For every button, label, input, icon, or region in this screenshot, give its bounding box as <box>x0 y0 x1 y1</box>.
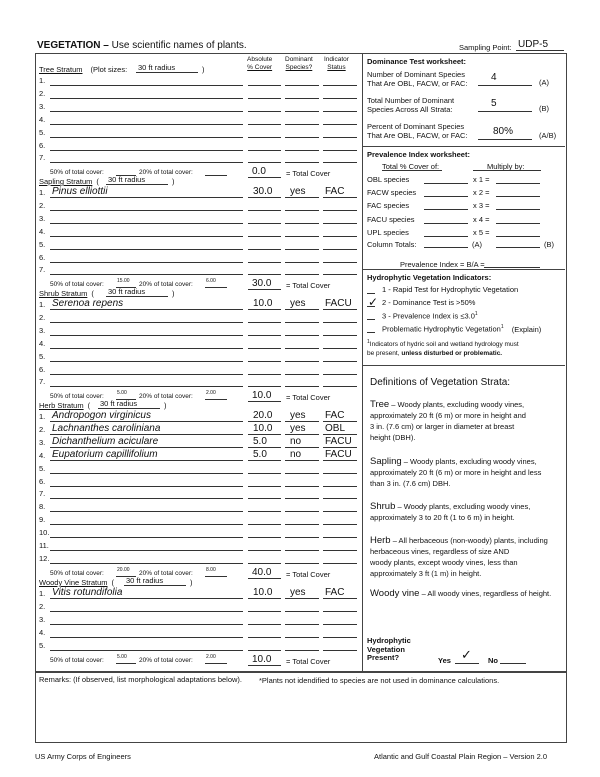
col-absolute-line2: % Cover <box>247 64 273 71</box>
col-dominant-line2: Species? <box>285 64 313 71</box>
hydrophytic-present-label <box>367 637 411 663</box>
def-tree-line1: approximately 20 ft (6 m) or more in height and <box>370 411 526 420</box>
row-number: 2. <box>39 200 46 210</box>
dominance-ab-line2: That Are OBL, FACW, or FAC: <box>367 131 468 140</box>
def-herb-line3: approximately 3 ft (1 m) in height. <box>370 569 482 578</box>
herb-indicator-1[interactable]: FAC <box>325 410 345 421</box>
herb-total-label: = Total Cover <box>286 569 331 579</box>
footnote-sup: 1 <box>367 339 370 345</box>
form-title-bold: VEGETATION – <box>37 40 109 51</box>
woody-vine-stratum-heading <box>39 578 114 587</box>
row-number: 4. <box>39 226 46 236</box>
def-shrub <box>370 501 530 523</box>
shrub-indicator-1[interactable]: FACU <box>325 298 352 309</box>
indicators-title: Hydrophytic Vegetation Indicators: <box>367 273 492 282</box>
footnote-line1: Indicators of hydric soil and wetland hydrology must <box>369 341 519 349</box>
def-herb-line1: herbaceous vines, regardless of size AND <box>370 547 510 556</box>
def-tree <box>370 399 526 443</box>
herb-dominant-1[interactable]: yes <box>290 410 306 421</box>
herb-species-4[interactable]: Eupatorium capillifolium <box>52 448 158 460</box>
sapling-pct50-label: 50% of total cover: <box>50 281 104 289</box>
dominance-b-label <box>367 96 454 114</box>
prevalence-row-label: UPL species <box>367 227 409 237</box>
herb-cover-4[interactable]: 5.0 <box>253 448 267 460</box>
row-number: 4. <box>39 450 46 460</box>
indicator-item-1: 1 - Rapid Test for Hydrophytic Vegetation <box>382 285 519 294</box>
remarks-label: Remarks: (If observed, list morphological adaptations below). <box>39 675 243 684</box>
row-number: 3. <box>39 437 46 447</box>
row-number: 6. <box>39 476 46 486</box>
sapling-close-paren: ) <box>172 177 175 186</box>
shrub-stratum-label: Shrub Stratum <box>39 289 88 298</box>
sapling-species-1[interactable]: Pinus elliottii <box>52 186 108 197</box>
def-tree-line0: – Woody plants, excluding woody vines, <box>391 400 525 409</box>
woody-vine-pct20-value[interactable]: 2.00 <box>206 653 216 660</box>
def-tree-term: Tree <box>370 399 390 410</box>
indicator-item-2: 2 - Dominance Test is >50% <box>382 298 476 307</box>
row-number: 6. <box>39 252 46 262</box>
row-number: 5. <box>39 351 46 361</box>
sapling-total-label: = Total Cover <box>286 281 331 291</box>
shrub-total-label: = Total Cover <box>286 393 331 403</box>
row-number: 7. <box>39 377 46 387</box>
indicator-item-4-explain: (Explain) <box>511 324 542 334</box>
dominance-b-value[interactable]: 5 <box>491 98 497 109</box>
row-number: 1. <box>39 300 46 309</box>
def-vine-line0: – All woody vines, regardless of height. <box>421 589 552 598</box>
dominance-ab-label <box>367 122 467 140</box>
herb-species-3[interactable]: Dichanthelium aciculare <box>52 435 159 447</box>
indicator-item-4-text: Problematic Hydrophytic Vegetation <box>382 324 501 334</box>
woody-vine-species-1[interactable]: Vitis rotundifolia <box>52 587 123 598</box>
prevalence-row-label: FAC species <box>367 201 410 211</box>
indicator-item-3-sup: 1 <box>474 311 478 317</box>
sapling-open-paren: ( <box>96 177 99 186</box>
row-number: 8. <box>39 502 46 512</box>
tree-close-paren: ) <box>202 65 205 74</box>
woody-vine-stratum-label: Woody Vine Stratum <box>39 578 108 587</box>
shrub-stratum-heading <box>39 289 94 298</box>
prevalence-row-mult: x 2 = <box>473 188 490 198</box>
row-number: 1. <box>39 589 46 598</box>
row-number: 2. <box>39 601 46 611</box>
row-number: 4. <box>39 338 46 348</box>
prevalence-row-label: FACW species <box>367 188 417 198</box>
herb-cover-1[interactable]: 20.0 <box>253 410 273 421</box>
dominance-b-tag: (B) <box>539 104 549 113</box>
col-absolute-line1: Absolute <box>247 56 273 63</box>
herb-stratum-heading <box>39 401 90 410</box>
herb-pct20-label: 20% of total cover: <box>139 569 193 577</box>
row-number: 2. <box>39 88 46 98</box>
prevalence-a-tag: (A) <box>472 240 482 249</box>
herb-indicator-3[interactable]: FACU <box>325 435 352 447</box>
dominance-a-line1: Number of Dominant Species <box>367 70 465 79</box>
col-absolute-cover <box>247 56 272 72</box>
col-indicator-status <box>324 56 349 72</box>
herb-pct50-label: 50% of total cover: <box>50 569 104 577</box>
row-number: 7. <box>39 153 46 163</box>
prevalence-row-label: OBL species <box>367 175 410 184</box>
prevalence-row-mult: x 5 = <box>473 227 490 237</box>
row-number: 6. <box>39 364 46 374</box>
dominance-a-tag: (A) <box>539 78 549 87</box>
def-shrub-line1: approximately 3 to 20 ft (1 to 6 m) in height. <box>370 513 515 522</box>
def-tree-line3: height (DBH). <box>370 433 416 442</box>
sampling-point-value[interactable]: UDP-5 <box>518 39 549 50</box>
tree-plot-size[interactable]: 30 ft radius <box>138 63 176 72</box>
row-number: 12. <box>39 553 50 563</box>
row-number: 5. <box>39 463 46 473</box>
prevalence-index-label: Prevalence Index = B/A = <box>400 260 485 269</box>
row-number: 3. <box>39 325 46 335</box>
shrub-total-cover[interactable]: 10.0 <box>252 390 272 402</box>
dominance-a-line2: That Are OBL, FACW, or FAC: <box>367 79 468 88</box>
row-number: 7. <box>39 265 46 275</box>
herb-close-paren: ) <box>164 401 167 410</box>
def-shrub-line0: – Woody plants, excluding woody vines, <box>397 502 531 511</box>
col-indicator-line2: Status <box>327 64 346 71</box>
shrub-close-paren: ) <box>172 289 175 298</box>
herb-indicator-2[interactable]: OBL <box>325 422 346 434</box>
footer-left: US Army Corps of Engineers <box>35 752 131 761</box>
tree-total-cover[interactable]: 0.0 <box>252 166 266 178</box>
def-shrub-term: Shrub <box>370 501 396 512</box>
herb-dominant-3[interactable]: no <box>290 435 302 447</box>
row-number: 4. <box>39 114 46 124</box>
herb-open-paren: ( <box>87 401 91 410</box>
indicator-item-4-sup: 1 <box>500 324 504 330</box>
tree-plot-label: (Plot sizes: <box>90 65 128 74</box>
col-dominant-species <box>285 56 313 72</box>
shrub-pct20-label: 20% of total cover: <box>139 393 193 401</box>
def-sapling-term: Sapling <box>370 456 402 467</box>
dominance-a-value[interactable]: 4 <box>491 72 497 83</box>
indicator-item-4 <box>382 324 541 334</box>
woody-vine-dominant-1[interactable]: yes <box>290 587 306 598</box>
def-sapling-line2: than 3 in. (7.6 cm) DBH. <box>370 479 451 488</box>
dominance-ab-tag: (A/B) <box>539 131 557 140</box>
sapling-indicator-1[interactable]: FAC <box>325 186 345 197</box>
dominance-ab-line1: Percent of Dominant Species <box>367 122 465 131</box>
sapling-cover-1[interactable]: 30.0 <box>253 186 273 197</box>
footnote-line2a: be present, <box>367 350 400 358</box>
def-sapling-line1: approximately 20 ft (6 m) or more in height and less <box>370 468 542 477</box>
tree-stratum-label: Tree Stratum <box>39 65 83 74</box>
row-number: 3. <box>39 213 46 223</box>
prevalence-row-label: FACU species <box>367 214 415 224</box>
woody-vine-open-paren: ( <box>111 578 115 587</box>
woody-vine-pct20-label: 20% of total cover: <box>139 656 193 664</box>
def-vine-term: Woody vine <box>370 588 420 599</box>
shrub-open-paren: ( <box>91 289 94 298</box>
woody-vine-plot-size[interactable]: 30 ft radius <box>126 576 164 585</box>
herb-stratum-label: Herb Stratum <box>39 401 84 410</box>
row-number: 7. <box>39 489 46 499</box>
herb-pct50-value[interactable]: 20.00 <box>117 566 130 573</box>
row-number: 2. <box>39 424 46 434</box>
prevalence-totals-label: Column Totals: <box>367 240 417 249</box>
indicator-item-2-check[interactable]: ✓ <box>368 295 379 309</box>
woody-vine-close-paren: ) <box>190 578 193 587</box>
herb-cover-2[interactable]: 10.0 <box>253 422 273 434</box>
woody-vine-total-label: = Total Cover <box>286 656 331 666</box>
row-number: 5. <box>39 127 46 137</box>
tree-stratum-heading <box>39 65 127 74</box>
def-herb-line0: – All herbaceous (non-woody) plants, including <box>392 536 548 545</box>
form-title <box>37 40 247 51</box>
tree-pct50-label: 50% of total cover: <box>50 169 104 177</box>
row-number: 3. <box>39 614 46 624</box>
indicators-footnote <box>367 338 519 358</box>
dominance-b-line1: Total Number of Dominant <box>367 96 455 105</box>
herb-pct20-value[interactable]: 8.00 <box>206 566 216 573</box>
definitions-title: Definitions of Vegetation Strata: <box>370 377 511 388</box>
woody-vine-total-cover[interactable]: 10.0 <box>252 653 272 665</box>
shrub-pct20-value[interactable]: 2.00 <box>206 390 216 397</box>
row-number: 6. <box>39 140 46 150</box>
def-herb-line2: woody plants, except woody vines, less than <box>370 558 518 567</box>
shrub-pct50-value[interactable]: 5.00 <box>117 390 127 397</box>
shrub-dominant-1[interactable]: yes <box>290 298 306 309</box>
dominance-title: Dominance Test worksheet: <box>367 57 467 66</box>
tree-pct20-label: 20% of total cover: <box>139 169 193 177</box>
row-number: 2. <box>39 312 46 322</box>
indicator-item-3 <box>382 311 478 321</box>
def-woody-vine <box>370 588 551 599</box>
sapling-plot-size[interactable]: 30 ft radius <box>108 175 146 184</box>
tree-total-label: = Total Cover <box>286 169 331 179</box>
row-number: 1. <box>39 188 46 197</box>
row-number: 1. <box>39 76 46 85</box>
sapling-pct20-label: 20% of total cover: <box>139 281 193 289</box>
row-number: 1. <box>39 412 46 421</box>
sapling-pct50-value[interactable]: 15.00 <box>117 278 130 285</box>
sapling-pct20-value[interactable]: 6.00 <box>206 278 216 285</box>
prevalence-row-mult: x 1 = <box>473 175 490 184</box>
sapling-stratum-label: Sapling Stratum <box>39 177 93 186</box>
prevalence-col1: Total % Cover of: <box>382 162 440 171</box>
hydro-present-line2: Vegetation <box>367 644 405 654</box>
shrub-cover-1[interactable]: 10.0 <box>253 298 273 309</box>
def-tree-line2: 3 in. (7.6 cm) or larger in diameter at breast <box>370 422 515 431</box>
herb-species-1[interactable]: Andropogon virginicus <box>52 410 151 421</box>
dominance-b-line2: Species Across All Strata: <box>367 105 453 114</box>
dominance-a-label <box>367 70 467 88</box>
herb-dominant-4[interactable]: no <box>290 448 302 460</box>
prevalence-b-tag: (B) <box>544 240 554 249</box>
prevalence-row-mult: x 3 = <box>473 201 490 211</box>
hydro-present-line3: Present? <box>367 653 400 662</box>
hydro-present-yes-label: Yes <box>438 656 451 665</box>
footer-right: Atlantic and Gulf Coastal Plain Region – Version 2.0 <box>374 752 548 761</box>
hydro-present-no-label: No <box>488 656 498 665</box>
prevalence-col2: Multiply by: <box>487 162 525 171</box>
woody-vine-pct50-label: 50% of total cover: <box>50 656 104 664</box>
sapling-dominant-1[interactable]: yes <box>290 186 306 197</box>
herb-indicator-4[interactable]: FACU <box>325 448 352 460</box>
row-number: 5. <box>39 239 46 249</box>
hydro-present-yes-check[interactable]: ✓ <box>461 647 472 662</box>
hydro-present-line1: Hydrophytic <box>367 636 411 645</box>
remarks-note[interactable]: *Plants not idendified to species are not used in dominance calculations. <box>259 676 500 685</box>
prevalence-row-mult: x 4 = <box>473 214 490 224</box>
def-sapling <box>370 456 541 489</box>
shrub-species-1[interactable]: Serenoa repens <box>52 298 124 309</box>
row-number: 10. <box>39 528 50 538</box>
footnote-line2b: unless disturbed or problematic. <box>401 350 503 358</box>
prevalence-title: Prevalence Index worksheet: <box>367 150 470 159</box>
form-subtitle: Use scientific names of plants. <box>111 40 247 51</box>
woody-vine-indicator-1[interactable]: FAC <box>325 587 345 598</box>
herb-cover-3[interactable]: 5.0 <box>253 435 267 447</box>
woody-vine-pct50-value[interactable]: 5.00 <box>117 653 127 660</box>
row-number: 4. <box>39 627 46 637</box>
indicator-item-3-text: 3 - Prevalence Index is ≤3.0 <box>382 311 475 321</box>
shrub-pct50-label: 50% of total cover: <box>50 393 104 401</box>
def-herb-term: Herb <box>370 535 391 546</box>
sapling-total-cover[interactable]: 30.0 <box>252 278 272 290</box>
col-indicator-line1: Indicator <box>324 56 349 63</box>
row-number: 5. <box>39 640 46 650</box>
herb-dominant-2[interactable]: yes <box>290 422 306 434</box>
shrub-plot-size[interactable]: 30 ft radius <box>108 287 146 296</box>
herb-total-cover[interactable]: 40.0 <box>252 566 272 578</box>
def-sapling-line0: – Woody plants, excluding woody vines, <box>403 457 537 466</box>
row-number: 3. <box>39 101 46 111</box>
herb-species-2[interactable]: Lachnanthes caroliniana <box>52 422 161 434</box>
sampling-point-label: Sampling Point: <box>459 43 512 52</box>
dominance-ab-value[interactable]: 80% <box>493 126 514 137</box>
woody-vine-cover-1[interactable]: 10.0 <box>253 587 273 598</box>
herb-plot-size[interactable]: 30 ft radius <box>100 399 138 408</box>
row-number: 9. <box>39 515 46 525</box>
row-number: 11. <box>39 541 49 550</box>
sapling-stratum-heading <box>39 177 99 186</box>
def-herb <box>370 535 548 579</box>
col-dominant-line1: Dominant <box>285 56 313 63</box>
